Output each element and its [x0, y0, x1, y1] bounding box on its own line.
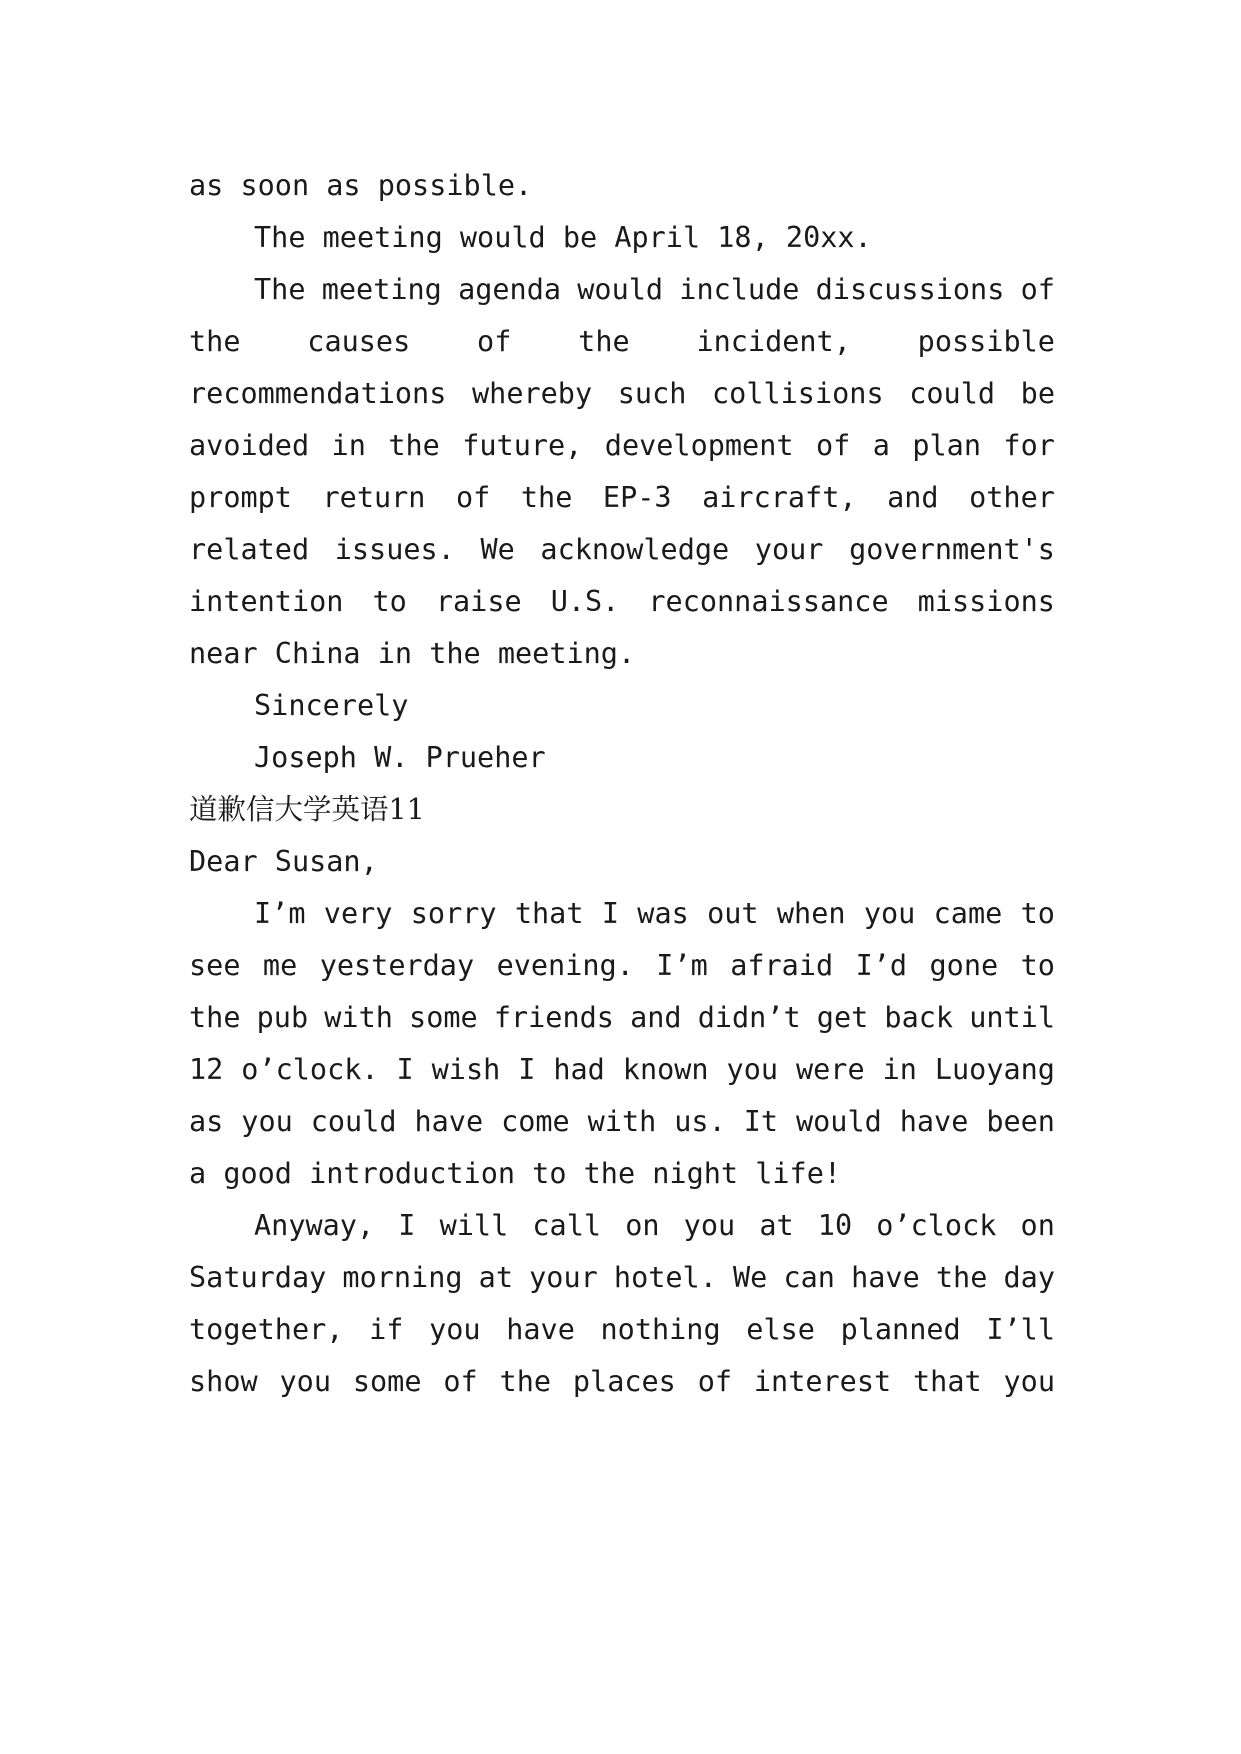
word: Saturday [189, 1261, 327, 1294]
word: on [625, 1209, 660, 1242]
word: of [443, 1365, 478, 1398]
word: I’m [254, 897, 306, 930]
word: be [1020, 377, 1055, 410]
word: acknowledge [540, 533, 730, 566]
word: gone [929, 949, 999, 982]
word: possible [917, 325, 1055, 358]
word: friends [493, 1001, 614, 1034]
word: planned [840, 1313, 961, 1346]
word: could [909, 377, 996, 410]
word: yesterday [319, 949, 475, 982]
word: hotel. [613, 1261, 717, 1294]
word: as [189, 1105, 224, 1138]
word: plan [912, 429, 981, 462]
word: of [456, 481, 491, 514]
word: places [572, 1365, 676, 1398]
word: I [601, 897, 619, 930]
word: together, [189, 1313, 344, 1346]
word: the [189, 1001, 241, 1034]
paragraph-line [254, 270, 1055, 310]
word: you [279, 1365, 331, 1398]
word: see [189, 949, 241, 982]
word: reconnaissance [648, 585, 889, 618]
word: I [518, 1053, 536, 1086]
word: would [577, 273, 664, 306]
word: EP-3 [602, 481, 672, 514]
word: us. [674, 1105, 726, 1138]
word: U.S. [550, 585, 620, 618]
word: when [776, 897, 846, 930]
word: discussions [815, 273, 1005, 306]
word: prompt [189, 481, 292, 514]
word: government's [849, 533, 1055, 566]
word: the [189, 325, 241, 358]
word: been [986, 1105, 1055, 1138]
word: future, [462, 429, 583, 462]
word: will [439, 1209, 509, 1242]
paragraph-line [254, 1206, 1055, 1246]
word: afraid [730, 949, 834, 982]
word: your [529, 1261, 598, 1294]
paragraph-line [189, 1362, 1055, 1402]
word: to [1020, 897, 1055, 930]
paragraph-line [189, 1102, 1055, 1142]
word: you [726, 1053, 779, 1086]
word: development [604, 429, 794, 462]
word: get [816, 1001, 869, 1034]
word: such [617, 377, 687, 410]
word: if [369, 1313, 404, 1346]
word: for [1003, 429, 1055, 462]
word: you [241, 1105, 293, 1138]
word: me [262, 949, 298, 982]
salutation: Dear Susan, [189, 845, 378, 878]
word: incident, [696, 325, 851, 358]
paragraph-line: a good introduction to the night life! [189, 1157, 842, 1190]
word: out [707, 897, 759, 930]
word: came [933, 897, 1003, 930]
paragraph-line: The meeting would be April 18, 20xx. [254, 221, 872, 254]
word: have [851, 1261, 920, 1294]
word: some [409, 1001, 478, 1034]
word: collisions [712, 377, 884, 410]
word: 12 [189, 1053, 224, 1086]
word: I’ll [986, 1313, 1055, 1346]
word: agenda [458, 273, 562, 306]
word: interest [753, 1365, 892, 1398]
word: o’clock. [241, 1053, 379, 1086]
paragraph-line: near China in the meeting. [189, 637, 636, 670]
word: I’m [656, 949, 708, 982]
word: the [388, 429, 440, 462]
word: of [1020, 273, 1055, 306]
word: causes [307, 325, 411, 358]
word: the [499, 1365, 552, 1398]
paragraph-line [189, 1258, 1055, 1298]
word: with [587, 1105, 657, 1138]
word: on [1020, 1209, 1055, 1242]
word: you [683, 1209, 736, 1242]
word: you [429, 1313, 481, 1346]
word: day [1003, 1261, 1055, 1294]
paragraph-line [189, 1310, 1055, 1350]
word: else [746, 1313, 815, 1346]
word: have [506, 1313, 575, 1346]
word: call [532, 1209, 602, 1242]
word: until [969, 1001, 1055, 1034]
word: were [795, 1053, 865, 1086]
word: would [795, 1105, 882, 1138]
word: issues. [334, 533, 455, 566]
paragraph-line [189, 374, 1055, 414]
word: come [501, 1105, 570, 1138]
word: the [935, 1261, 988, 1294]
word: sorry [410, 897, 497, 930]
word: have [899, 1105, 969, 1138]
paragraph-line [189, 582, 1055, 622]
closing: Sincerely [254, 689, 409, 722]
section-heading: 道歉信大学英语11 [189, 793, 425, 826]
word: meeting [321, 273, 442, 306]
paragraph-line [189, 530, 1055, 570]
word: We [733, 1261, 768, 1294]
word: I’d [855, 949, 908, 982]
word: of [815, 429, 851, 462]
word: you [1003, 1365, 1055, 1398]
word: the [520, 481, 573, 514]
word: Luoyang [934, 1053, 1055, 1086]
word: could [310, 1105, 397, 1138]
word: very [323, 897, 393, 930]
word: some [352, 1365, 422, 1398]
word: include [679, 273, 800, 306]
word: Anyway, [254, 1209, 375, 1242]
word: I [396, 1053, 414, 1086]
word: was [637, 897, 689, 930]
paragraph-line [189, 426, 1055, 466]
word: avoided [189, 429, 310, 462]
word: We [480, 533, 515, 566]
word: 10 [817, 1209, 853, 1242]
word: and [630, 1001, 682, 1034]
word: can [783, 1261, 835, 1294]
word: of [477, 325, 512, 358]
word: back [884, 1001, 954, 1034]
word: in [882, 1053, 917, 1086]
paragraph-line [189, 1050, 1055, 1090]
paragraph-line: as soon as possible. [189, 169, 533, 202]
word: return [322, 481, 426, 514]
paragraph-line [189, 322, 1055, 362]
word: related [189, 533, 310, 566]
word: to [1020, 949, 1055, 982]
word: at [759, 1209, 794, 1242]
paragraph-line [189, 998, 1055, 1038]
word: nothing [600, 1313, 721, 1346]
word: to [372, 585, 407, 618]
word: that [913, 1365, 982, 1398]
word: you [863, 897, 916, 930]
word: the [578, 325, 630, 358]
word: that [514, 897, 584, 930]
word: morning [342, 1261, 463, 1294]
word: a [872, 429, 890, 462]
word: evening. [496, 949, 634, 982]
paragraph-line [189, 478, 1055, 518]
word: your [754, 533, 824, 566]
word: in [331, 429, 366, 462]
paragraph-line [254, 894, 1055, 934]
word: have [414, 1105, 484, 1138]
word: aircraft, [702, 481, 857, 514]
word: o’clock [876, 1209, 997, 1242]
word: recommendations [189, 377, 447, 410]
word: and [887, 481, 939, 514]
word: of [697, 1365, 733, 1398]
word: I [398, 1209, 416, 1242]
word: with [324, 1001, 393, 1034]
word: whereby [472, 377, 593, 410]
word: other [969, 481, 1055, 514]
word: raise [435, 585, 522, 618]
word: had [553, 1053, 605, 1086]
paragraph-line [189, 946, 1055, 986]
word: didn’t [697, 1001, 801, 1034]
word: show [189, 1365, 258, 1398]
word: at [478, 1261, 513, 1294]
word: The [254, 273, 306, 306]
word: wish [431, 1053, 501, 1086]
word: pub [256, 1001, 309, 1034]
signature: Joseph W. Prueher [254, 741, 546, 774]
word: intention [189, 585, 344, 618]
word: known [622, 1053, 709, 1086]
word: missions [917, 585, 1055, 618]
word: It [743, 1105, 779, 1138]
